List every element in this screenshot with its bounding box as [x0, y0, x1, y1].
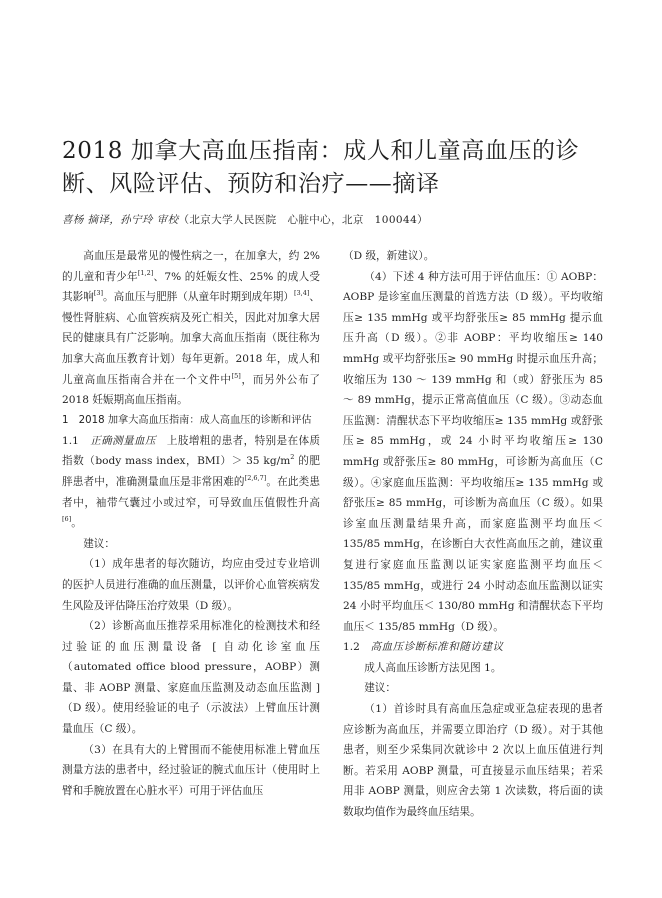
citation-ref: [2,6,7] — [244, 473, 267, 482]
intro-paragraph — [62, 246, 320, 411]
affiliation: （北京大学人民医院 心脏中心，北京 100044） — [178, 214, 429, 226]
recommendation-3-continued: （D 级，新建议）。 — [343, 250, 435, 262]
authors: 喜杨 摘译，孙宁玲 审校 — [62, 214, 179, 226]
section-1-1-paragraph — [62, 431, 320, 534]
right-column — [343, 246, 603, 823]
intro-text-c: 。高血压与肥胖（从童年时期到成年期） — [103, 291, 294, 304]
recommendation-2: （2）诊断高血压推荐采用标准化的检测技术和经过验证的血压测量设备 [ 自动化诊室血压（automated office blood pressure，AOBP）测量、非 AOBP 测量、家庭血压监测及动态血压监测 ]（D 级）。使用经验证的电子（示波法）上臂血压计测量血压（C 级）。 — [62, 620, 320, 736]
citation-ref: [3] — [93, 289, 104, 298]
citation-ref: [6] — [62, 515, 72, 524]
intro-text-d: 、慢性肾脏病、心血管疾病及死亡相关，因此对加拿大居民的健康具有广泛影响。加拿大高血压指南（既往称为加拿大高血压教育计划）每年更新。2018 年，成人和儿童高血压指南合并在一个文件中 — [62, 291, 321, 386]
superscript: 2 — [290, 453, 295, 462]
byline — [62, 212, 622, 228]
section-1-2-heading — [343, 637, 603, 658]
section-1-1-title: 正确测量血压 — [90, 434, 156, 447]
section-number: 1.1 — [62, 434, 91, 447]
s11-text-c: 。在此类患者中，袖带气囊过小或过窄，可导致血压值假性升高 — [62, 475, 321, 509]
s11-text-b: 的肥胖患者中，准确测量血压是非常困难的 — [62, 455, 320, 488]
section-1-2-paragraph: 成人高血压诊断方法见图 1。 — [364, 661, 502, 674]
article-title: 2018 加拿大高血压指南：成人和儿童高血压的诊断、风险评估、预防和治疗——摘译 — [62, 138, 580, 197]
citation-ref: [1,2] — [137, 268, 154, 277]
recommendation-5: （1）首诊时具有高血压急症或亚急症表现的患者应诊断为高血压，并需要立即治疗（D 级）。对于其他患者，则至少采集同次就诊中 2 次以上血压值进行判断。若采用 AOBP 测量，可直接显示血压结果；若采用非 AOBP 测量，则应舍去第 1 次读数，将后面的读数取均值作为最终血压结果。 — [343, 703, 603, 819]
s11-text-a: 上肢增粗的患者，特别是在体质指数（body mass index，BMI）＞ 35 kg/m — [62, 434, 320, 468]
citation-ref: [5] — [231, 371, 241, 380]
section-1-2-title: 高血压诊断标准和随访建议 — [370, 641, 504, 654]
recommendation-3: （3）在具有大的上臂围而不能使用标准上臂血压测量方法的患者中，经过验证的腕式血压计（使用时上臂和手腕放置在心脏水平）可用于评估血压 — [62, 743, 320, 797]
suggestion-label: 建议： — [364, 682, 396, 695]
left-column — [62, 246, 320, 801]
intro-text-a: 高血压是最常见的慢性病之一，在加拿大，约 2% 的儿童和青少年 — [62, 250, 320, 283]
intro-text-b: 、7% 的妊娠女性、25% 的成人受其影响 — [62, 270, 321, 304]
section-number: 1.2 — [343, 641, 371, 654]
section-heading-1: 1 2018 加拿大高血压指南：成人高血压的诊断和评估 — [62, 414, 312, 426]
recommendation-1: （1）成年患者的每次随访，均应由受过专业培训的医护人员进行准确的血压测量，以评价心血管疾病发生风险及评估降压治疗效果（D 级）。 — [62, 558, 320, 612]
recommendation-4: （4）下述 4 种方法可用于评估血压：① AOBP：AOBP 是诊室血压测量的首选方法（D 级）。平均收缩压≥ 135 mmHg 或平均舒张压≥ 85 mmHg 提示血压升高（D 级）。②非 AOBP：平均收缩压≥ 140 mmHg 或平均舒张压≥ 90 mmHg 时提示血压升高；收缩压为 130 ～ 139 mmHg 和（或）舒张压为 85 ～ 89 mmHg，提示正常高值血压（C 级）。③动态血压监测：清醒状态下平均收缩压≥ 135 mmHg 或舒张压≥ 85 mmHg，或 24 小时平均收缩压≥ 130 mmHg 或舒张压≥ 80 mmHg，可诊断为高血压（C 级）。④家庭血压监测：平均收缩压≥ 135 mmHg 或舒张压≥ 85 mmHg，可诊断为高血压（C 级）。如果诊室血压测量结果升高，而家庭监测平均血压＜ 135/85 mmHg，在诊断白大衣性高血压之前，建议重复进行家庭血压监测以证实家庭监测平均血压＜ 135/85 mmHg，或进行 24 小时动态血压监测以证实 24 小时平均血压＜ 130/80 mmHg 和清醒状态下平均血压＜ 135/85 mmHg（D 级）。 — [343, 270, 603, 633]
citation-ref: [3,4] — [293, 289, 310, 298]
suggestion-label: 建议： — [83, 537, 115, 550]
intro-text-e: ，而另外公布了 2018 妊娠期高血压指南。 — [62, 373, 321, 407]
s11-text-d: 。 — [71, 517, 82, 530]
